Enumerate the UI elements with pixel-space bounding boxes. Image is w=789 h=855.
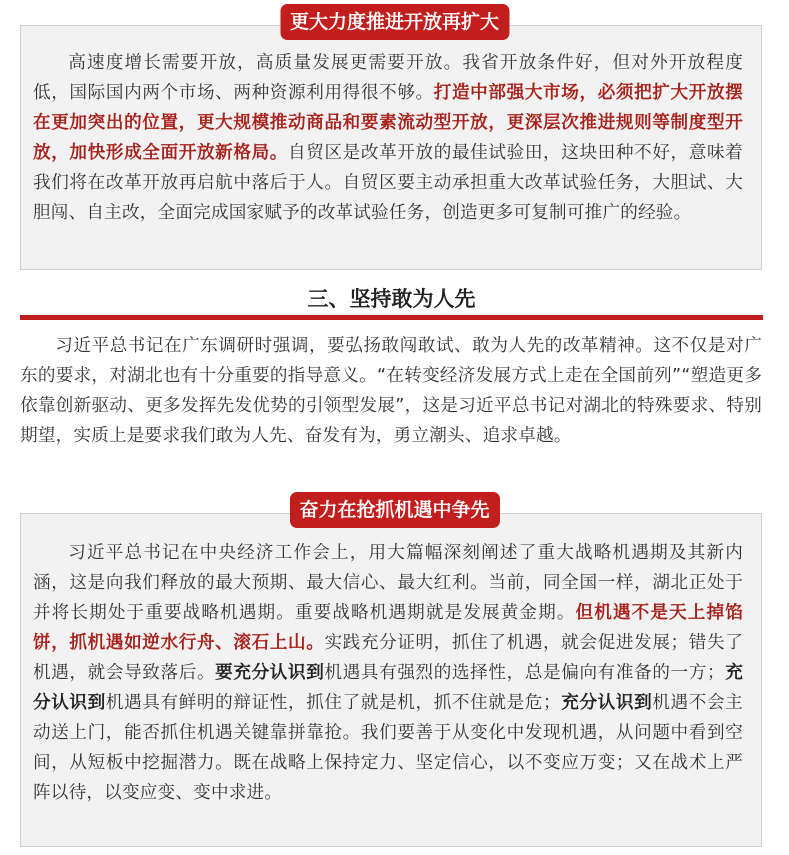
paragraph-text: 机遇具有强烈的选择性，总是偏向有准备的一方； <box>324 663 725 683</box>
paragraph-text: 实践充分证明，抓住了机遇，就会促进发展；错失了机遇，就会导致落后。 <box>33 633 743 683</box>
bold-text: 要充分认识到 <box>215 663 325 683</box>
highlighted-text: 打造中部强大市场，必须把扩大开放摆在更加突出的位置，更大规模推动商品和要素流动型开放，更深层次推进规则等制度型开放，加快形成全面开放新格局。 <box>33 83 743 163</box>
paragraph-text: 高速度增长需要开放，高质量发展更需要开放。我省开放条件好，但对外开放程度低，国际国内两个市场、两种资源利用得很不够。 <box>33 53 743 103</box>
section-paragraph <box>33 48 743 228</box>
bold-text: 充分认识到 <box>33 663 743 713</box>
paragraph-text: 自贸区是改革开放的最佳试验田，这块田种不好，意味着我们将在改革开放再启航中落后于人。自贸区要主动承担重大改革试验任务，大胆试、大胆闯、自主改，全面完成国家赋予的改革试验任务，创造更多可复制可推广的经验。 <box>33 143 743 223</box>
section-tag-opening: 更大力度推进开放再扩大 <box>280 4 509 40</box>
paragraph-text: 机遇不会主动送上门，能否抓住机遇关键靠拼靠抢。我们要善于从变化中发现机遇，从问题中看到空间，从短板中挖掘潜力。既在战略上保持定力、坚定信心，以不变应万变；又在战术上严阵以待，以变应变、变中求进。 <box>33 693 743 803</box>
section-box-opening <box>20 25 762 270</box>
highlighted-text: 但机遇不是天上掉馅饼，抓机遇如逆水行舟、滚石上山。 <box>33 603 743 653</box>
heading-divider <box>20 315 763 320</box>
bold-text: 充分认识到 <box>560 693 653 713</box>
section-box-opportunity <box>20 513 762 847</box>
paragraph-text: 机遇具有鲜明的辩证性，抓住了就是机，抓不住就是危； <box>105 693 561 713</box>
section-paragraph: 习近平总书记在广东调研时强调，要弘扬敢闯敢试、敢为人先的改革精神。这不仅是对广东的要求，对湖北也有十分重要的指导意义。“在转变经济发展方式上走在全国前列”“塑造更多依靠创新驱动、更多发挥先发优势的引领型发展”，这是习近平总书记对湖北的特殊要求、特别期望，实质上是要求我们敢为人先、奋发有为，勇立潮头、追求卓越。 <box>20 336 762 446</box>
section-plain-text <box>20 331 762 451</box>
section-paragraph <box>33 538 743 808</box>
section-tag-opportunity: 奋力在抢抓机遇中争先 <box>289 492 499 528</box>
paragraph-text: 习近平总书记在中央经济工作会上，用大篇幅深刻阐述了重大战略机遇期及其新内涵，这是向我们释放的最大预期、最大信心、最大红利。当前，同全国一样，湖北正处于并将长期处于重要战略机遇期。重要战略机遇期就是发展黄金期。 <box>33 543 743 623</box>
section-heading: 三、坚持敢为人先 <box>307 287 476 311</box>
